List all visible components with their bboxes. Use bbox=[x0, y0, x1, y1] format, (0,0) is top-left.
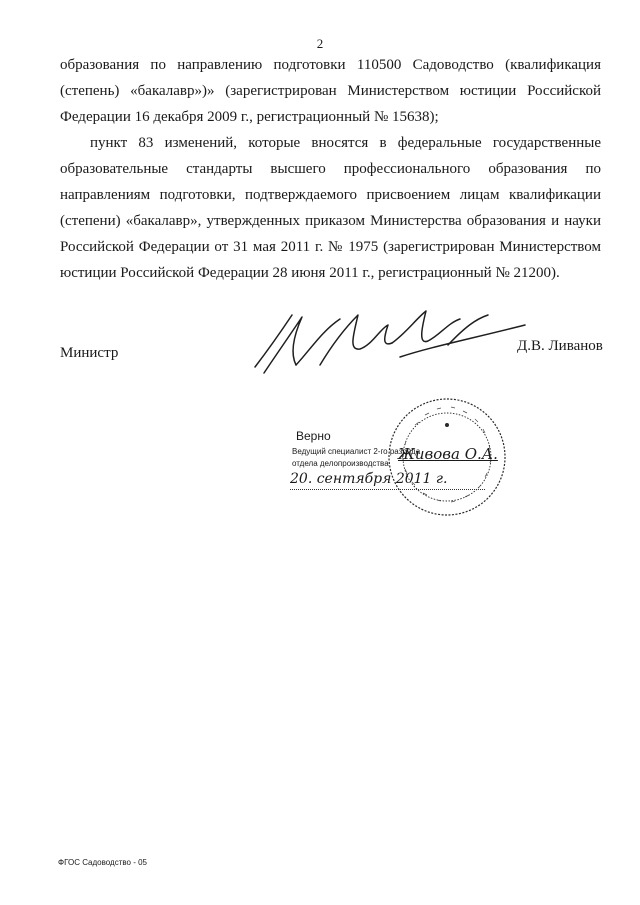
certification-handwritten-date: 20. сентября 2011 г. bbox=[290, 471, 448, 487]
page-number: 2 bbox=[316, 36, 324, 51]
certification-handwritten-name: Живова О.А. bbox=[398, 445, 498, 463]
body-paragraph-2: пункт 83 изменений, которые вносятся в федеральные государственные образовательные стандарты высшего профессионального образования по направлениям подготовки, подтверждаемого присвоением лицам квалификации (степени) «бакалавр», утвержденных приказом Министерства образования и науки Российской Федерации от 31 мая 2011 г. № 1975 (зарегистрирован Министерством юстиции Российской Федерации 28 июня 2011 г., регистрационный № 21200). bbox=[60, 135, 601, 281]
minister-title: Министр bbox=[60, 345, 119, 361]
minister-name: Д.В. Ливанов bbox=[517, 338, 603, 354]
certification-block bbox=[290, 425, 530, 535]
certification-position: Ведущий специалист 2-го разряда bbox=[292, 447, 421, 456]
footer-text: ФГОС Садоводство - 05 bbox=[58, 858, 148, 867]
certification-department: отдела делопроизводства bbox=[292, 459, 389, 468]
certification-title: Верно bbox=[296, 429, 331, 443]
certification-date-underline bbox=[290, 489, 485, 490]
minister-signature bbox=[250, 305, 540, 385]
body-paragraph-1: образования по направлению подготовки 110500 Садоводство (квалификация (степень) «бакалавр»)» (зарегистрирован Министерством юстиции Российской Федерации 16 декабря 2009 г., регистрационный № 15638); bbox=[60, 57, 601, 125]
